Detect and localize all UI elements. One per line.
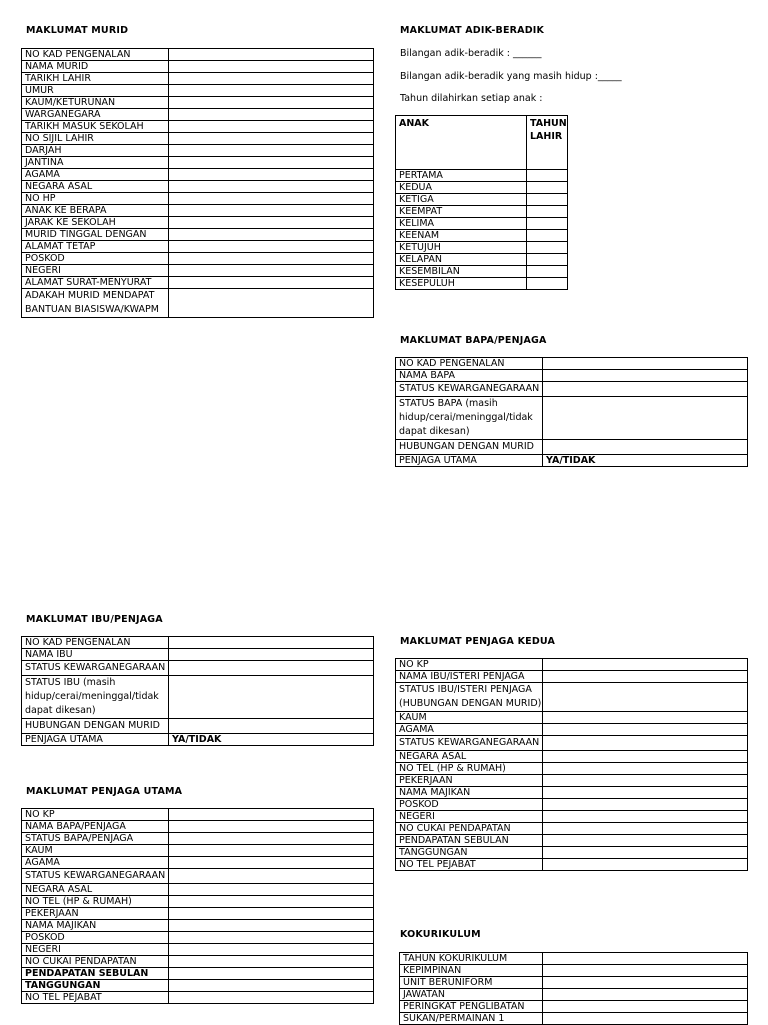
row-label: PENDAPATAN SEBULAN — [22, 968, 169, 980]
table-row — [22, 809, 374, 821]
table-row — [22, 253, 374, 265]
table-row — [22, 833, 374, 845]
table-row — [22, 49, 374, 61]
table-row — [22, 157, 374, 169]
table-row — [396, 382, 748, 397]
table-row — [400, 989, 748, 1001]
row-label: NAMA MAJIKAN — [396, 787, 543, 799]
row-value[interactable] — [169, 49, 374, 61]
row-value[interactable] — [169, 289, 374, 318]
row-label: KETUJUH — [396, 242, 527, 254]
row-value[interactable] — [543, 823, 748, 835]
row-label: STATUS KEWARGANEGARAAN — [22, 869, 169, 884]
row-label: NO CUKAI PENDAPATAN — [396, 823, 543, 835]
row-label: NO TEL PEJABAT — [396, 859, 543, 871]
table-row — [396, 206, 568, 218]
row-value[interactable] — [543, 965, 748, 977]
row-label: NO KAD PENGENALAN — [396, 358, 543, 370]
row-value[interactable] — [169, 845, 374, 857]
row-label: KESEMBILAN — [396, 266, 527, 278]
row-label: KAUM/KETURUNAN — [22, 97, 169, 109]
table-row — [22, 908, 374, 920]
row-value[interactable] — [527, 266, 568, 278]
row-label: JAWATAN — [400, 989, 543, 1001]
row-label: UMUR — [22, 85, 169, 97]
row-value[interactable] — [169, 85, 374, 97]
table-row — [396, 242, 568, 254]
table-row — [396, 218, 568, 230]
table-row — [396, 736, 748, 751]
table-row — [22, 734, 374, 746]
table-row — [22, 181, 374, 193]
row-value[interactable] — [543, 382, 748, 397]
row-label: NAMA MURID — [22, 61, 169, 73]
table-row — [22, 821, 374, 833]
row-label: NO KP — [22, 809, 169, 821]
table-row — [396, 370, 748, 382]
section-title-bapa: MAKLUMAT BAPA/PENJAGA — [400, 335, 547, 346]
table-row — [22, 920, 374, 932]
row-label: NEGERI — [22, 944, 169, 956]
table-row — [22, 992, 374, 1004]
table-penjaga-kedua — [395, 658, 748, 871]
row-value[interactable] — [169, 676, 374, 719]
row-label: TANGGUNGAN — [396, 847, 543, 859]
row-value[interactable] — [169, 649, 374, 661]
row-value[interactable] — [543, 683, 748, 712]
row-value[interactable] — [169, 944, 374, 956]
section-title-penjaga-utama: MAKLUMAT PENJAGA UTAMA — [26, 786, 183, 797]
row-label: HUBUNGAN DENGAN MURID — [22, 719, 169, 734]
row-value[interactable] — [169, 809, 374, 821]
table-row — [396, 170, 568, 182]
row-label: PERTAMA — [396, 170, 527, 182]
row-value[interactable] — [543, 659, 748, 671]
section-title-murid: MAKLUMAT MURID — [26, 25, 129, 36]
table-row — [396, 266, 568, 278]
row-value[interactable] — [527, 230, 568, 242]
table-row — [396, 397, 748, 440]
row-value[interactable] — [543, 847, 748, 859]
col-tahun-lahir: TAHUN LAHIR — [527, 116, 568, 170]
row-value[interactable] — [169, 241, 374, 253]
table-row — [22, 121, 374, 133]
row-value[interactable] — [543, 977, 748, 989]
row-label: MURID TINGGAL DENGAN — [22, 229, 169, 241]
row-label: UNIT BERUNIFORM — [400, 977, 543, 989]
row-value[interactable] — [543, 1013, 748, 1025]
row-value[interactable] — [543, 1001, 748, 1013]
row-value[interactable] — [543, 811, 748, 823]
row-label: PERINGKAT PENGLIBATAN — [400, 1001, 543, 1013]
row-value[interactable] — [543, 736, 748, 751]
row-label: NEGERI — [396, 811, 543, 823]
row-label: NAMA IBU/ISTERI PENJAGA — [396, 671, 543, 683]
table-row — [22, 145, 374, 157]
table-row — [400, 953, 748, 965]
row-label: STATUS KEWARGANEGARAAN — [22, 661, 169, 676]
row-value[interactable] — [169, 908, 374, 920]
table-bapa — [395, 357, 748, 467]
row-value[interactable] — [543, 989, 748, 1001]
row-label: POSKOD — [22, 253, 169, 265]
penjaga-utama-value[interactable]: YA/TIDAK — [169, 734, 374, 746]
row-label: KAUM — [22, 845, 169, 857]
row-value[interactable] — [169, 980, 374, 992]
table-row — [22, 205, 374, 217]
row-value[interactable] — [169, 833, 374, 845]
row-value[interactable] — [169, 265, 374, 277]
row-value[interactable] — [543, 775, 748, 787]
row-label: STATUS KEWARGANEGARAAN — [396, 736, 543, 751]
row-value[interactable] — [527, 254, 568, 266]
table-row — [396, 683, 748, 712]
row-value[interactable] — [169, 253, 374, 265]
row-label: NO HP — [22, 193, 169, 205]
table-row — [396, 751, 748, 763]
row-label: DARJAH — [22, 145, 169, 157]
row-label: AGAMA — [396, 724, 543, 736]
row-value[interactable] — [169, 133, 374, 145]
row-value[interactable] — [169, 719, 374, 734]
row-label: AGAMA — [22, 857, 169, 869]
row-label: KEPIMPINAN — [400, 965, 543, 977]
table-row — [22, 896, 374, 908]
row-value[interactable] — [169, 121, 374, 133]
row-label: NAMA BAPA — [396, 370, 543, 382]
table-row — [396, 859, 748, 871]
penjaga-utama-value[interactable]: YA/TIDAK — [543, 455, 748, 467]
table-row — [396, 230, 568, 242]
table-row — [22, 289, 374, 318]
row-value[interactable] — [543, 751, 748, 763]
row-value[interactable] — [169, 157, 374, 169]
row-label: NO KAD PENGENALAN — [22, 637, 169, 649]
row-value[interactable] — [543, 835, 748, 847]
table-row — [22, 968, 374, 980]
table-row — [396, 835, 748, 847]
row-value[interactable] — [169, 205, 374, 217]
row-label: TARIKH MASUK SEKOLAH — [22, 121, 169, 133]
table-row — [22, 932, 374, 944]
row-label: STATUS BAPA (masih hidup/cerai/meninggal/tidak dapat dikesan) — [396, 397, 543, 440]
row-label: KETIGA — [396, 194, 527, 206]
section-title-penjaga-kedua: MAKLUMAT PENJAGA KEDUA — [400, 636, 556, 647]
row-label: STATUS IBU/ISTERI PENJAGA (HUBUNGAN DENGAN MURID) — [396, 683, 543, 712]
table-row — [22, 265, 374, 277]
table-row — [22, 193, 374, 205]
row-label: ANAK KE BERAPA — [22, 205, 169, 217]
row-label: STATUS IBU (masih hidup/cerai/meninggal/tidak dapat dikesan) — [22, 676, 169, 719]
row-value[interactable] — [527, 194, 568, 206]
row-label: SUKAN/PERMAINAN 1 — [400, 1013, 543, 1025]
table-row — [396, 775, 748, 787]
table-row — [396, 254, 568, 266]
row-value[interactable] — [543, 763, 748, 775]
row-label: NEGARA ASAL — [22, 181, 169, 193]
row-label: HUBUNGAN DENGAN MURID — [396, 440, 543, 455]
row-value[interactable] — [527, 242, 568, 254]
table-row — [22, 241, 374, 253]
row-label: PENJAGA UTAMA — [396, 455, 543, 467]
row-value[interactable] — [169, 277, 374, 289]
row-value[interactable] — [169, 857, 374, 869]
table-row — [22, 719, 374, 734]
table-row — [22, 956, 374, 968]
row-value[interactable] — [543, 787, 748, 799]
table-header-row — [396, 116, 568, 170]
row-value[interactable] — [543, 799, 748, 811]
row-label: TARIKH LAHIR — [22, 73, 169, 85]
table-row — [22, 85, 374, 97]
table-row — [22, 980, 374, 992]
table-row — [22, 73, 374, 85]
table-row — [396, 811, 748, 823]
table-row — [396, 724, 748, 736]
row-value[interactable] — [543, 671, 748, 683]
row-value[interactable] — [169, 920, 374, 932]
row-label: KELAPAN — [396, 254, 527, 266]
row-label: NAMA BAPA/PENJAGA — [22, 821, 169, 833]
table-row — [396, 455, 748, 467]
table-row — [22, 857, 374, 869]
row-label: PEKERJAAN — [396, 775, 543, 787]
row-label: TANGGUNGAN — [22, 980, 169, 992]
table-row — [400, 1001, 748, 1013]
row-value[interactable] — [543, 440, 748, 455]
row-value[interactable] — [169, 169, 374, 181]
bilangan-masih-hidup: Bilangan adik-beradik yang masih hidup :_____ — [400, 71, 622, 82]
row-label: NO TEL (HP & RUMAH) — [22, 896, 169, 908]
section-title-kokurikulum: KOKURIKULUM — [400, 929, 481, 940]
table-row — [22, 277, 374, 289]
bilangan-adik-beradik: Bilangan adik-beradik : ______ — [400, 48, 542, 59]
row-value[interactable] — [169, 992, 374, 1004]
table-row — [396, 763, 748, 775]
table-row — [396, 671, 748, 683]
row-label: KEDUA — [396, 182, 527, 194]
table-row — [396, 182, 568, 194]
row-value[interactable] — [169, 637, 374, 649]
row-label: PEKERJAAN — [22, 908, 169, 920]
row-label: KEEMPAT — [396, 206, 527, 218]
row-label: NO KAD PENGENALAN — [22, 49, 169, 61]
row-value[interactable] — [527, 218, 568, 230]
row-value[interactable] — [527, 278, 568, 290]
row-value[interactable] — [169, 968, 374, 980]
row-label: NO TEL PEJABAT — [22, 992, 169, 1004]
row-label: KAUM — [396, 712, 543, 724]
row-label: JARAK KE SEKOLAH — [22, 217, 169, 229]
col-anak: ANAK — [396, 116, 527, 170]
table-row — [396, 799, 748, 811]
table-row — [396, 194, 568, 206]
row-value[interactable] — [169, 181, 374, 193]
row-value[interactable] — [169, 97, 374, 109]
row-value[interactable] — [543, 397, 748, 440]
row-label: NEGARA ASAL — [22, 884, 169, 896]
table-row — [22, 649, 374, 661]
row-value[interactable] — [543, 724, 748, 736]
row-label: PENJAGA UTAMA — [22, 734, 169, 746]
row-value[interactable] — [169, 956, 374, 968]
section-title-ibu: MAKLUMAT IBU/PENJAGA — [26, 614, 163, 625]
row-value[interactable] — [169, 869, 374, 884]
table-row — [396, 847, 748, 859]
row-value[interactable] — [169, 61, 374, 73]
row-value[interactable] — [169, 193, 374, 205]
table-row — [396, 358, 748, 370]
table-row — [22, 869, 374, 884]
row-label: AGAMA — [22, 169, 169, 181]
row-label: POSKOD — [396, 799, 543, 811]
row-value[interactable] — [543, 953, 748, 965]
row-label: NO SIJIL LAHIR — [22, 133, 169, 145]
table-row — [22, 661, 374, 676]
row-label: NEGERI — [22, 265, 169, 277]
row-label: ADAKAH MURID MENDAPAT BANTUAN BIASISWA/KWAPM — [22, 289, 169, 318]
row-value[interactable] — [169, 661, 374, 676]
table-row — [22, 884, 374, 896]
row-label: NEGARA ASAL — [396, 751, 543, 763]
row-value[interactable] — [169, 73, 374, 85]
table-row — [22, 133, 374, 145]
table-row — [22, 109, 374, 121]
table-row — [22, 217, 374, 229]
row-value[interactable] — [527, 170, 568, 182]
table-row — [400, 1013, 748, 1025]
table-row — [22, 97, 374, 109]
row-label: KESEPULUH — [396, 278, 527, 290]
table-adik-beradik — [395, 115, 568, 290]
table-row — [396, 787, 748, 799]
row-value[interactable] — [543, 712, 748, 724]
row-value[interactable] — [527, 182, 568, 194]
table-row — [396, 278, 568, 290]
row-label: STATUS KEWARGANEGARAAN — [396, 382, 543, 397]
row-label: STATUS BAPA/PENJAGA — [22, 833, 169, 845]
row-label: NO TEL (HP & RUMAH) — [396, 763, 543, 775]
row-value[interactable] — [169, 821, 374, 833]
table-row — [400, 965, 748, 977]
row-value[interactable] — [169, 145, 374, 157]
table-penjaga-utama — [21, 808, 374, 1004]
row-label: NO CUKAI PENDAPATAN — [22, 956, 169, 968]
table-kokurikulum — [399, 952, 748, 1025]
table-row — [22, 61, 374, 73]
row-label: KEENAM — [396, 230, 527, 242]
row-label: PENDAPATAN SEBULAN — [396, 835, 543, 847]
table-row — [396, 823, 748, 835]
table-row — [22, 944, 374, 956]
row-value[interactable] — [543, 859, 748, 871]
row-label: NO KP — [396, 659, 543, 671]
table-row — [22, 169, 374, 181]
row-value[interactable] — [169, 896, 374, 908]
row-value[interactable] — [169, 932, 374, 944]
row-value[interactable] — [169, 217, 374, 229]
table-murid — [21, 48, 374, 318]
row-label: POSKOD — [22, 932, 169, 944]
tahun-dilahirkan: Tahun dilahirkan setiap anak : — [400, 93, 543, 104]
row-value[interactable] — [169, 229, 374, 241]
table-row — [396, 712, 748, 724]
row-label: ALAMAT TETAP — [22, 241, 169, 253]
row-label: JANTINA — [22, 157, 169, 169]
row-label: KELIMA — [396, 218, 527, 230]
row-label: WARGANEGARA — [22, 109, 169, 121]
row-label: NAMA IBU — [22, 649, 169, 661]
row-label: NAMA MAJIKAN — [22, 920, 169, 932]
row-label: TAHUN KOKURIKULUM — [400, 953, 543, 965]
row-value[interactable] — [527, 206, 568, 218]
table-row — [396, 659, 748, 671]
row-value[interactable] — [169, 884, 374, 896]
table-row — [400, 977, 748, 989]
row-value[interactable] — [169, 109, 374, 121]
table-row — [22, 637, 374, 649]
table-row — [396, 440, 748, 455]
row-value[interactable] — [543, 358, 748, 370]
table-ibu — [21, 636, 374, 746]
row-label: ALAMAT SURAT-MENYURAT — [22, 277, 169, 289]
table-row — [22, 845, 374, 857]
table-row — [22, 229, 374, 241]
section-title-adik-beradik: MAKLUMAT ADIK-BERADIK — [400, 25, 545, 36]
row-value[interactable] — [543, 370, 748, 382]
table-row — [22, 676, 374, 719]
